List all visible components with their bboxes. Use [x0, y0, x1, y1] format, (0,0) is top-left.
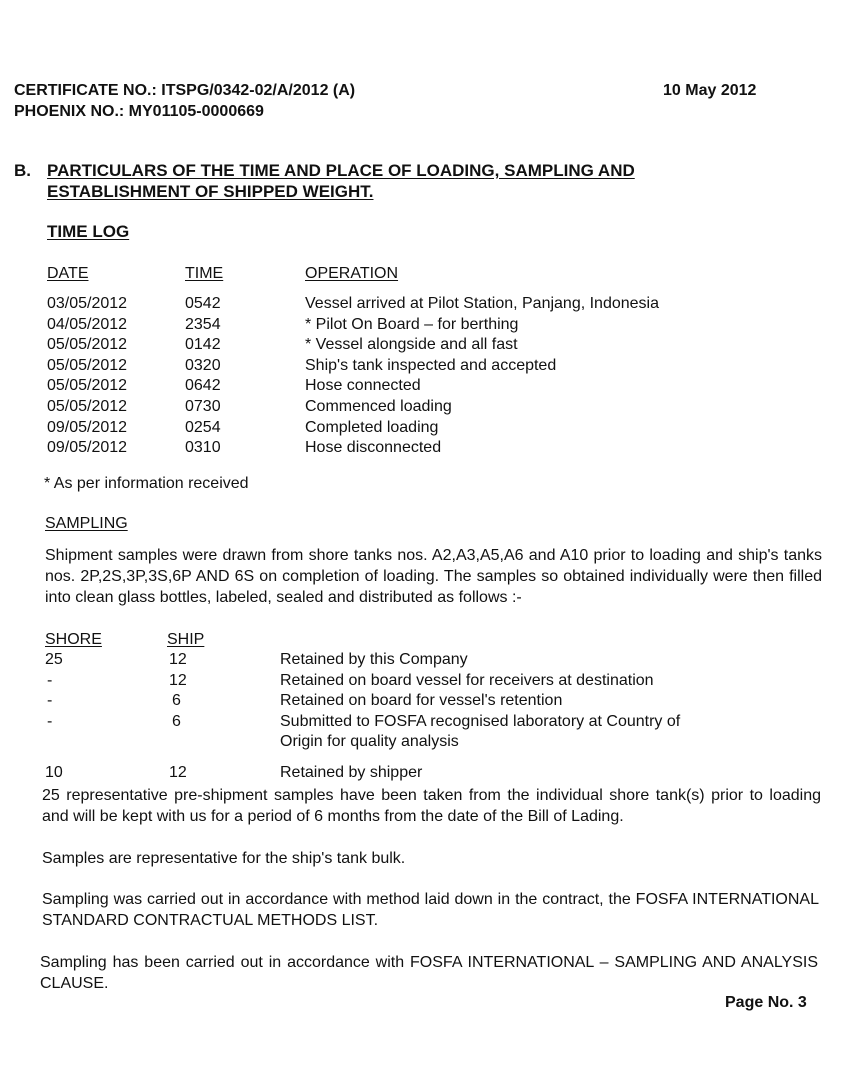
row-operation: Vessel arrived at Pilot Station, Panjang, Indonesia [305, 295, 659, 312]
sampling-intro: Shipment samples were drawn from shore tanks nos. A2,A3,A5,A6 and A10 prior to loading and ship's tanks nos. 2P,2S,3P,3S,6P AND 6S on completion of loading. The samples so obtained individually were then filled into clean glass bottles, labeled, sealed and distributed as follows :- [45, 547, 822, 606]
column-header-operation: OPERATION [305, 265, 399, 282]
method-paragraph: Sampling was carried out in accordance with method laid down in the contract, the FOSFA INTERNATIONAL STANDARD CONTRACTUAL METHODS LIST. [42, 891, 819, 929]
row-operation: * Vessel alongside and all fast [305, 336, 518, 354]
row-date: 04/05/2012 [47, 315, 128, 333]
row-description: Retained by shipper [280, 764, 423, 781]
row-time: 0642 [185, 377, 221, 395]
row-operation: Hose connected [305, 377, 421, 395]
row-date: 05/05/2012 [47, 398, 128, 415]
row-description: Retained on board for vessel's retention [280, 692, 563, 710]
row-shore: 10 [45, 764, 63, 781]
row-description-cont: Origin for quality analysis [280, 733, 459, 751]
row-ship: 6 [172, 712, 181, 730]
section-title-line1: PARTICULARS OF THE TIME AND PLACE OF LOADING, SAMPLING AND [47, 161, 635, 180]
time-log-heading: TIME LOG [47, 222, 130, 241]
row-date: 05/05/2012 [47, 356, 128, 374]
row-shore: - [47, 692, 53, 710]
row-ship: 12 [169, 671, 187, 689]
document-date: 10 May 2012 [663, 82, 757, 99]
row-shore: - [47, 671, 53, 689]
row-description: Retained on board vessel for receivers at destination [280, 671, 654, 689]
column-header-date: DATE [47, 265, 89, 282]
row-date: 09/05/2012 [47, 418, 128, 436]
row-date: 03/05/2012 [47, 295, 128, 312]
row-operation: Commenced loading [305, 398, 452, 415]
time-log-table [47, 295, 807, 465]
row-description: Submitted to FOSFA recognised laboratory at Country of [280, 712, 681, 730]
row-time: 0542 [185, 295, 221, 312]
section-letter: B. [14, 161, 31, 180]
row-ship: 12 [169, 651, 187, 668]
row-operation: Hose disconnected [305, 439, 442, 457]
row-time: 0320 [185, 356, 221, 374]
row-operation: * Pilot On Board – for berthing [305, 315, 519, 333]
row-shore: - [47, 712, 53, 730]
sampling-heading: SAMPLING [45, 515, 128, 532]
clause-paragraph: Sampling has been carried out in accordance with FOSFA INTERNATIONAL – SAMPLING AND ANALYSIS CLAUSE. [40, 954, 818, 992]
row-shore: 25 [45, 651, 63, 668]
row-ship: 6 [172, 692, 181, 710]
row-time: 2354 [185, 315, 221, 333]
row-description: Retained by this Company [280, 651, 468, 668]
certificate-number: CERTIFICATE NO.: ITSPG/0342-02/A/2012 (A) [14, 82, 356, 99]
section-title-line2: ESTABLISHMENT OF SHIPPED WEIGHT. [47, 182, 374, 201]
row-ship: 12 [169, 764, 187, 781]
row-time: 0730 [185, 398, 221, 415]
column-header-shore: SHORE [45, 631, 102, 648]
row-date: 05/05/2012 [47, 377, 128, 395]
row-time: 0254 [185, 418, 221, 436]
representative-samples-paragraph: 25 representative pre-shipment samples have been taken from the individual shore tank(s) prior to loading and will be kept with us for a period of 6 months from the date of the Bill of Lading. [42, 787, 821, 825]
column-header-ship: SHIP [167, 631, 205, 648]
row-time: 0310 [185, 439, 221, 457]
row-operation: Ship's tank inspected and accepted [305, 356, 557, 374]
phoenix-number: PHOENIX NO.: MY01105-0000669 [14, 103, 264, 120]
row-operation: Completed loading [305, 418, 439, 436]
sample-distribution-table [45, 651, 825, 786]
row-date: 05/05/2012 [47, 336, 128, 354]
column-header-time: TIME [185, 265, 224, 282]
row-time: 0142 [185, 336, 221, 354]
bulk-paragraph: Samples are representative for the ship's tank bulk. [42, 850, 406, 867]
row-date: 09/05/2012 [47, 439, 128, 457]
time-log-footnote: * As per information received [44, 475, 249, 492]
page-number: Page No. 3 [725, 994, 807, 1011]
